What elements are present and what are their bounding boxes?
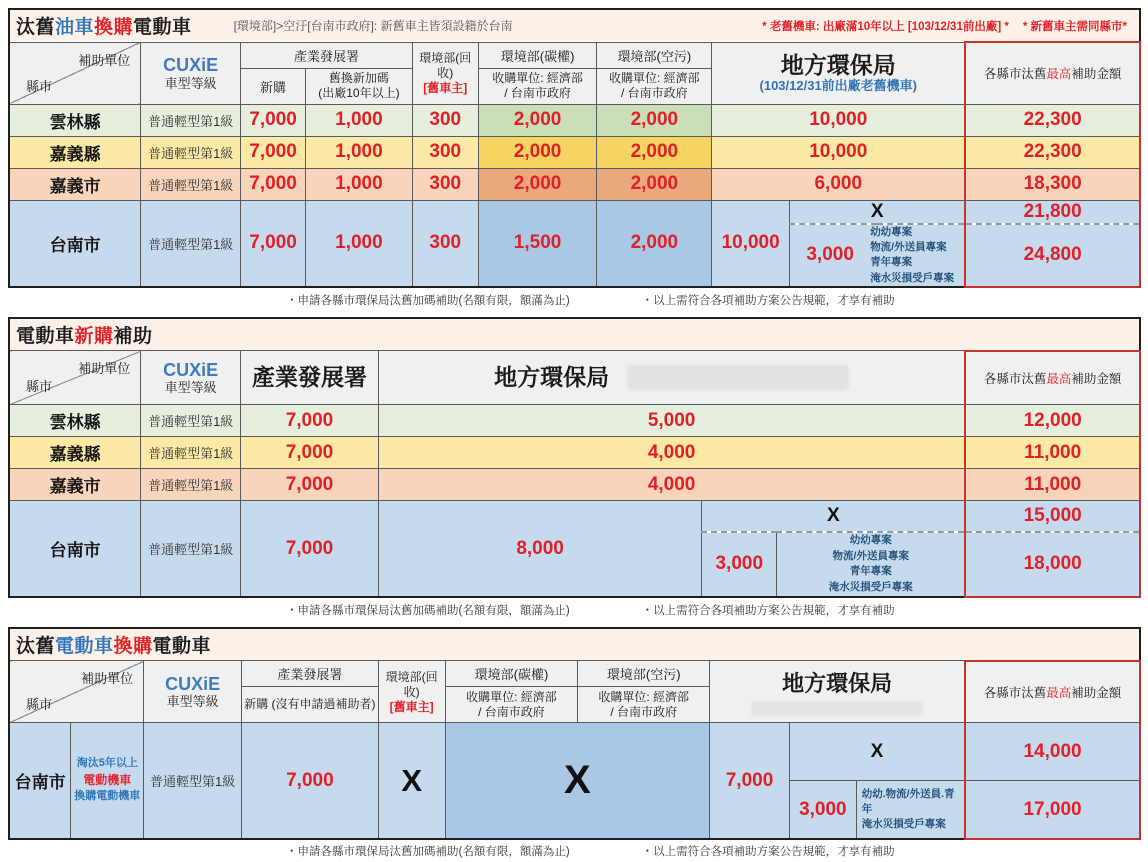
cell-carbon: 1,500 (478, 200, 597, 287)
header-max-amount (965, 661, 1140, 723)
title-part-red: 新購 (74, 325, 114, 347)
cell-county: 雲林縣 (9, 405, 141, 437)
cell-max-without-program: 15,000 (965, 501, 1140, 532)
cell-recycle: 300 (412, 168, 478, 200)
header-new-purchase: 新購 (241, 68, 306, 104)
cell-carbon-air-x: X (445, 723, 710, 839)
redacted-blur-box (627, 365, 849, 390)
cell-program-bonus: 3,000 (702, 532, 777, 597)
cell-no-program-x: X (702, 501, 966, 532)
cell-epb: 6,000 (712, 168, 966, 200)
title-part: 電動車 (152, 635, 212, 657)
table-trade-ev-for-ev (8, 627, 1141, 840)
cell-carbon: 2,000 (478, 136, 597, 168)
cell-max: 22,300 (965, 104, 1140, 136)
cell-max-with-program: 17,000 (965, 781, 1140, 839)
footnote-right: ・以上需符合各項補助方案公告規範，才享有補助 (641, 604, 895, 617)
row-tainan (9, 200, 1140, 224)
header-cuxie-cell (141, 42, 241, 104)
header-max-amount (965, 42, 1140, 104)
program-list (777, 533, 964, 596)
table2-title (16, 321, 153, 348)
header-carbon: 環境部(碳權) (445, 661, 578, 687)
cell-epb-base: 7,000 (710, 723, 790, 839)
footnotes-table2 (8, 598, 1141, 621)
program-item: 淹水災損受戶專案 (828, 581, 913, 594)
title-part: 電動車 (133, 17, 192, 38)
footnotes-table1 (8, 288, 1141, 311)
cell-county: 嘉義市 (9, 469, 141, 501)
cell-max-with-program: 18,000 (965, 532, 1140, 597)
max-post: 補助金額 (1071, 67, 1122, 82)
max-hi: 最高 (1046, 67, 1072, 82)
old-owner-label: [舊車主] (423, 80, 468, 95)
model-grade-label: 車型等級 (164, 75, 217, 91)
header-county-label: 縣市 (26, 78, 53, 94)
condition-line3: 換購電動機車 (74, 790, 141, 803)
row-tainan (9, 501, 1140, 532)
header-ida: 產業發展署 (241, 42, 413, 68)
epb-label: 地方環保局 (780, 51, 896, 78)
footnote-left: ・申請各縣市環保局汰舊加碼補助(名額有限，額滿為止) (286, 294, 570, 307)
bonus-line1: 舊換新加碼 (328, 71, 389, 85)
header-air-buyer (597, 68, 712, 104)
max-hi: 最高 (1046, 372, 1072, 387)
cell-trade-bonus: 1,000 (306, 168, 413, 200)
row-tainan (9, 723, 1140, 781)
header-county-unit-cell (9, 42, 141, 104)
old-owner-label: [舊車主] (389, 699, 434, 714)
footnote-left: ・申請各縣市環保局汰舊加碼補助(名額有限，額滿為止) (286, 845, 570, 858)
header-air: 環境部(空污) (578, 661, 710, 687)
cell-no-program-x: X (789, 723, 965, 781)
cell-epb-base: 10,000 (712, 200, 790, 287)
title-note-red (762, 18, 1131, 34)
cuxie-brand: CUXiE (163, 359, 219, 380)
cell-max: 12,000 (965, 405, 1140, 437)
redacted-blur-box (751, 701, 923, 716)
cell-county: 雲林縣 (9, 104, 141, 136)
cell-model: 普通輕型第1級 (141, 104, 241, 136)
header-unit-label: 補助單位 (81, 671, 134, 687)
header-recycle (412, 42, 478, 104)
buyer-line2: / 台南市政府 (610, 704, 678, 719)
epb-label: 地方環保局 (494, 364, 610, 391)
table3-title (16, 631, 211, 658)
cell-county: 台南市 (9, 501, 141, 597)
row-chiayi-city (9, 469, 1140, 501)
buyer-line1: 收購單位: 經濟部 (598, 689, 690, 704)
cell-new: 7,000 (241, 104, 306, 136)
cell-model: 普通輕型第1級 (141, 437, 241, 469)
epb-note: (103/12/31前出廠老舊機車) (759, 77, 918, 93)
header-ida: 產業發展署 (242, 661, 379, 687)
cell-condition (71, 723, 144, 839)
footnotes-table3 (8, 840, 1141, 862)
cell-new: 7,000 (241, 200, 306, 287)
cell-epb: 10,000 (712, 136, 966, 168)
cell-ida: 7,000 (241, 405, 379, 437)
row-yunlin (9, 405, 1140, 437)
cell-max-without-program: 21,800 (965, 200, 1140, 224)
cell-air: 2,000 (597, 104, 712, 136)
cell-recycle: 300 (412, 104, 478, 136)
header-ida: 產業發展署 (241, 351, 379, 405)
program-item: 幼幼專案 (870, 226, 913, 238)
cell-max-with-program: 24,800 (965, 224, 1140, 287)
cell-new: 7,000 (241, 168, 306, 200)
cell-model: 普通輕型第1級 (141, 405, 241, 437)
program-item: 幼幼專案 (849, 533, 892, 546)
condition-line1: 淘汰5年以上 (76, 756, 138, 769)
title-part-red: 換購 (94, 17, 134, 38)
recycle-label: 環境部(回收) (419, 50, 472, 80)
cell-air: 2,000 (597, 200, 712, 287)
cell-trade-bonus: 1,000 (306, 104, 413, 136)
cell-air: 2,000 (597, 168, 712, 200)
header-cuxie-cell (141, 351, 241, 405)
cell-carbon: 2,000 (478, 168, 597, 200)
program-list (870, 225, 964, 286)
header-air-buyer (578, 687, 710, 723)
header-cuxie-cell (144, 661, 242, 723)
table3-title-bar (9, 628, 1140, 661)
title-part-blue: 油車 (55, 17, 95, 38)
max-post: 補助金額 (1071, 372, 1122, 387)
cell-epb: 5,000 (378, 405, 965, 437)
program-item: 物流/外送員專案 (832, 549, 909, 562)
title-part: 補助 (113, 325, 153, 347)
cell-max: 11,000 (965, 437, 1140, 469)
header-new-purchase-note: 新購 (沒有申請過補助者) (242, 687, 379, 723)
row-yunlin (9, 104, 1140, 136)
row-chiayi-county (9, 136, 1140, 168)
cell-program-bonus: 3,000 (789, 781, 856, 839)
header-epb (710, 661, 965, 723)
cell-max-without-program: 14,000 (965, 723, 1140, 781)
cell-county: 台南市 (9, 723, 71, 839)
cell-recycle: 300 (412, 200, 478, 287)
header-carbon-buyer (445, 687, 578, 723)
table-trade-gas-for-ev (8, 8, 1141, 288)
cell-program-bonus (790, 224, 966, 287)
program-item: 青年專案 (849, 565, 892, 578)
footnote-right: ・以上需符合各項補助方案公告規範，才享有補助 (641, 294, 895, 307)
header-county-label: 縣市 (26, 697, 53, 713)
cell-county: 台南市 (9, 200, 141, 287)
program-item: 淹水災損受戶專案 (861, 818, 946, 831)
cell-model: 普通輕型第1級 (141, 200, 241, 287)
cell-epb-base: 8,000 (378, 501, 701, 597)
cell-county: 嘉義市 (9, 168, 141, 200)
max-post: 補助金額 (1071, 686, 1122, 701)
buyer-line1: 收購單位: 經濟部 (609, 71, 700, 85)
cell-county: 嘉義縣 (9, 437, 141, 469)
header-epb (378, 351, 965, 405)
header-county-unit-cell (9, 661, 144, 723)
max-hi: 最高 (1046, 686, 1072, 701)
header-county-label: 縣市 (26, 379, 53, 395)
note-red-2: * 新舊車主需同縣市* (1022, 20, 1127, 33)
header-max-amount (965, 351, 1140, 405)
table2-title-bar (9, 318, 1140, 351)
cell-air: 2,000 (597, 136, 712, 168)
buyer-line1: 收購單位: 經濟部 (492, 71, 583, 85)
cell-epb: 4,000 (378, 469, 965, 501)
row-chiayi-county (9, 437, 1140, 469)
bonus-line2: (出廠10年以上) (318, 86, 400, 100)
program-item: 淹水災損受戶專案 (870, 271, 955, 284)
bonus-amount: 3,000 (806, 244, 854, 266)
table-new-purchase (8, 317, 1141, 598)
cell-new: 7,000 (242, 723, 379, 839)
title-part-blue: 電動車 (55, 635, 114, 657)
header-county-unit-cell (9, 351, 141, 405)
cell-recycle: 300 (412, 136, 478, 168)
cell-model: 普通輕型第1級 (144, 723, 242, 839)
cell-max: 18,300 (965, 168, 1140, 200)
title-part-red: 換購 (113, 635, 153, 657)
footnote-left: ・申請各縣市環保局汰舊加碼補助(名額有限，額滿為止) (286, 604, 570, 617)
header-air: 環境部(空污) (597, 42, 712, 68)
title-part: 電動車 (16, 325, 75, 347)
header-carbon-buyer (478, 68, 597, 104)
header-unit-label: 補助單位 (78, 52, 131, 68)
max-pre: 各縣市汰舊 (983, 372, 1047, 387)
cell-program-list (856, 781, 965, 839)
header-trade-bonus (306, 68, 413, 104)
program-item: 青年專案 (870, 256, 913, 269)
buyer-line2: / 台南市政府 (621, 86, 688, 100)
recycle-label: 環境部(回收) (385, 669, 438, 699)
cell-recycle-x: X (378, 723, 445, 839)
model-grade-label: 車型等級 (166, 694, 219, 710)
cell-max: 11,000 (965, 469, 1140, 501)
cell-no-program-x: X (790, 200, 966, 224)
cell-model: 普通輕型第1級 (141, 501, 241, 597)
cell-county: 嘉義縣 (9, 136, 141, 168)
cell-new: 7,000 (241, 136, 306, 168)
program-list (857, 787, 964, 833)
cell-program-list (777, 532, 966, 597)
cell-model: 普通輕型第1級 (141, 168, 241, 200)
condition-line2: 電動機車 (83, 772, 132, 787)
buyer-line2: / 台南市政府 (504, 86, 571, 100)
cell-epb: 4,000 (378, 437, 965, 469)
cell-model: 普通輕型第1級 (141, 136, 241, 168)
buyer-line2: / 台南市政府 (478, 704, 545, 719)
header-carbon: 環境部(碳權) (478, 42, 597, 68)
program-item: 物流/外送員專案 (870, 241, 947, 254)
model-grade-label: 車型等級 (164, 380, 217, 396)
cell-ida: 7,000 (241, 469, 379, 501)
cell-epb: 10,000 (712, 104, 966, 136)
buyer-line1: 收購單位: 經濟部 (466, 689, 557, 704)
max-pre: 各縣市汰舊 (983, 67, 1047, 82)
header-unit-label: 補助單位 (78, 361, 131, 377)
program-item: 幼幼.物流/外送員.青年 (861, 787, 955, 816)
max-pre: 各縣市汰舊 (983, 686, 1047, 701)
cell-ida: 7,000 (241, 501, 379, 597)
title-part: 汰舊 (16, 635, 56, 657)
cell-trade-bonus: 1,000 (306, 200, 413, 287)
table1-title (16, 12, 192, 39)
cell-model: 普通輕型第1級 (141, 469, 241, 501)
header-recycle (378, 661, 445, 723)
footnote-right: ・以上需符合各項補助方案公告規範，才享有補助 (641, 845, 895, 858)
row-chiayi-city (9, 168, 1140, 200)
title-part: 汰舊 (16, 17, 56, 38)
note-red-1: * 老舊機車: 出廠滿10年以上 [103/12/31前出廠] * (762, 20, 1009, 33)
header-epb (712, 42, 966, 104)
cuxie-brand: CUXiE (165, 673, 221, 694)
cuxie-brand: CUXiE (163, 54, 219, 75)
title-note-gray: [環境部]>空汙[台南市政府]: 新舊車主皆須設籍於台南 (233, 19, 513, 33)
table1-title-bar (9, 9, 1140, 42)
epb-label: 地方環保局 (782, 671, 893, 697)
cell-max: 22,300 (965, 136, 1140, 168)
cell-ida: 7,000 (241, 437, 379, 469)
cell-carbon: 2,000 (478, 104, 597, 136)
cell-trade-bonus: 1,000 (306, 136, 413, 168)
